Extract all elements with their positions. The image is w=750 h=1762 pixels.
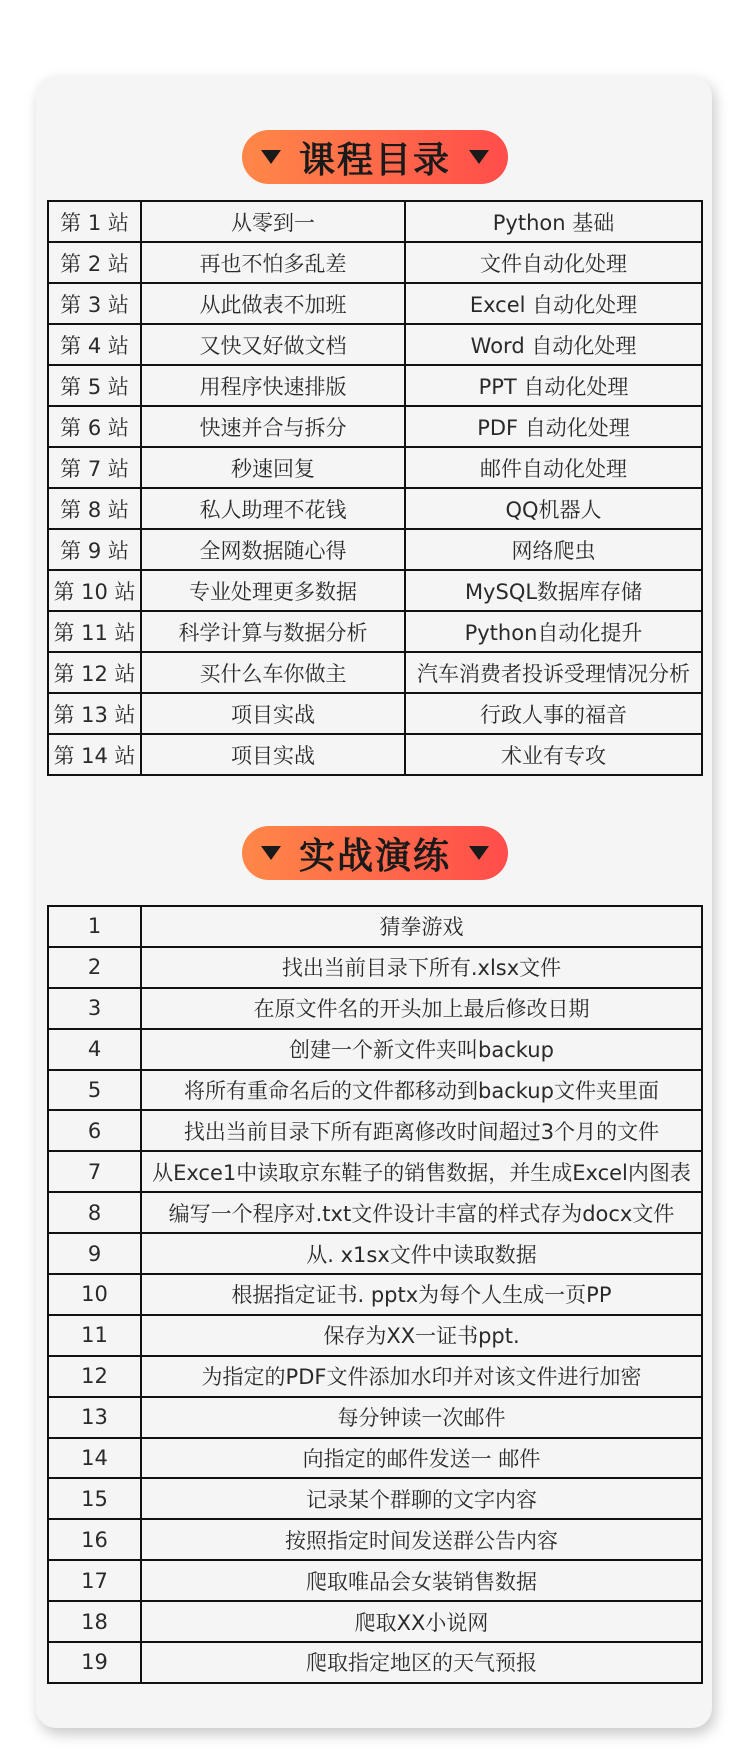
station-cell: 第 4 站 [48, 324, 141, 365]
task-cell: 爬取唯品会女装销售数据 [141, 1560, 702, 1601]
table-row [48, 488, 702, 529]
content-cell: PDF 自动化处理 [405, 406, 702, 447]
number-cell: 16 [48, 1519, 141, 1560]
station-cell: 第 7 站 [48, 447, 141, 488]
station-cell: 第 9 站 [48, 529, 141, 570]
table-row [48, 529, 702, 570]
topic-cell: 秒速回复 [141, 447, 405, 488]
number-cell: 17 [48, 1560, 141, 1601]
table-row [48, 1478, 702, 1519]
task-cell: 保存为XX一证书ppt. [141, 1315, 702, 1356]
table-row [48, 1560, 702, 1601]
table-row [48, 447, 702, 488]
station-cell: 第 11 站 [48, 611, 141, 652]
number-cell: 19 [48, 1642, 141, 1683]
number-cell: 15 [48, 1478, 141, 1519]
station-cell: 第 12 站 [48, 652, 141, 693]
table-row [48, 1601, 702, 1642]
table-row [48, 570, 702, 611]
topic-cell: 私人助理不花钱 [141, 488, 405, 529]
task-cell: 将所有重命名后的文件都移动到backup文件夹里面 [141, 1070, 702, 1111]
course-section-title: 课程目录 [298, 139, 451, 181]
number-cell: 11 [48, 1315, 141, 1356]
station-cell: 第 5 站 [48, 365, 141, 406]
course-table [47, 200, 703, 776]
topic-cell: 再也不怕多乱差 [141, 242, 405, 283]
table-row [48, 1233, 702, 1274]
task-cell: 猜拳游戏 [141, 906, 702, 947]
task-cell: 爬取XX小说网 [141, 1601, 702, 1642]
table-row [48, 652, 702, 693]
task-cell: 记录某个群聊的文字内容 [141, 1478, 702, 1519]
table-row [48, 1192, 702, 1233]
table-row [48, 611, 702, 652]
station-cell: 第 2 站 [48, 242, 141, 283]
table-row [48, 1356, 702, 1397]
number-cell: 10 [48, 1274, 141, 1315]
content-cell: Word 自动化处理 [405, 324, 702, 365]
station-cell: 第 8 站 [48, 488, 141, 529]
practice-section-header [242, 826, 508, 880]
number-cell: 4 [48, 1029, 141, 1070]
number-cell: 1 [48, 906, 141, 947]
task-cell: 编写一个程序对.txt文件设计丰富的样式存为docx文件 [141, 1192, 702, 1233]
topic-cell: 从此做表不加班 [141, 283, 405, 324]
task-cell: 从. x1sx文件中读取数据 [141, 1233, 702, 1274]
topic-cell: 项目实战 [141, 693, 405, 734]
table-row [48, 1110, 702, 1151]
task-cell: 向指定的邮件发送一 邮件 [141, 1438, 702, 1479]
triangle-down-icon [261, 150, 281, 164]
task-cell: 爬取指定地区的天气预报 [141, 1642, 702, 1683]
station-cell: 第 3 站 [48, 283, 141, 324]
table-row [48, 1315, 702, 1356]
content-cell: Excel 自动化处理 [405, 283, 702, 324]
table-row [48, 324, 702, 365]
number-cell: 18 [48, 1601, 141, 1642]
content-cell: 文件自动化处理 [405, 242, 702, 283]
content-cell: QQ机器人 [405, 488, 702, 529]
topic-cell: 项目实战 [141, 734, 405, 775]
task-cell: 按照指定时间发送群公告内容 [141, 1519, 702, 1560]
content-cell: 术业有专攻 [405, 734, 702, 775]
content-cell: MySQL数据库存储 [405, 570, 702, 611]
table-row [48, 1519, 702, 1560]
number-cell: 14 [48, 1438, 141, 1479]
task-cell: 为指定的PDF文件添加水印并对该文件进行加密 [141, 1356, 702, 1397]
practice-table [47, 905, 703, 1684]
station-cell: 第 13 站 [48, 693, 141, 734]
task-cell: 找出当前目录下所有距离修改时间超过3个月的文件 [141, 1110, 702, 1151]
content-cell: Python 基础 [405, 201, 702, 242]
table-row [48, 947, 702, 988]
triangle-down-icon [469, 150, 489, 164]
table-row [48, 1070, 702, 1111]
task-cell: 在原文件名的开头加上最后修改日期 [141, 988, 702, 1029]
table-row [48, 242, 702, 283]
station-cell: 第 10 站 [48, 570, 141, 611]
number-cell: 8 [48, 1192, 141, 1233]
task-cell: 从Exce1中读取京东鞋子的销售数据，并生成Excel内图表 [141, 1151, 702, 1192]
content-cell: 汽车消费者投诉受理情况分析 [405, 652, 702, 693]
task-cell: 根据指定证书. pptx为每个人生成一页PP [141, 1274, 702, 1315]
number-cell: 2 [48, 947, 141, 988]
table-row [48, 906, 702, 947]
number-cell: 7 [48, 1151, 141, 1192]
table-row [48, 988, 702, 1029]
table-row [48, 406, 702, 447]
number-cell: 3 [48, 988, 141, 1029]
topic-cell: 快速并合与拆分 [141, 406, 405, 447]
topic-cell: 从零到一 [141, 201, 405, 242]
topic-cell: 专业处理更多数据 [141, 570, 405, 611]
table-row [48, 1438, 702, 1479]
table-row [48, 201, 702, 242]
table-row [48, 1397, 702, 1438]
task-cell: 创建一个新文件夹叫backup [141, 1029, 702, 1070]
number-cell: 12 [48, 1356, 141, 1397]
triangle-down-icon [469, 846, 489, 860]
task-cell: 找出当前目录下所有.xlsx文件 [141, 947, 702, 988]
station-cell: 第 1 站 [48, 201, 141, 242]
content-cell: PPT 自动化处理 [405, 365, 702, 406]
content-cell: Python自动化提升 [405, 611, 702, 652]
number-cell: 5 [48, 1070, 141, 1111]
content-cell: 邮件自动化处理 [405, 447, 702, 488]
table-row [48, 365, 702, 406]
task-cell: 每分钟读一次邮件 [141, 1397, 702, 1438]
table-row [48, 1274, 702, 1315]
course-section-header [242, 130, 508, 184]
table-row [48, 1642, 702, 1683]
number-cell: 9 [48, 1233, 141, 1274]
practice-section-title: 实战演练 [298, 835, 451, 877]
topic-cell: 又快又好做文档 [141, 324, 405, 365]
triangle-down-icon [261, 846, 281, 860]
table-row [48, 283, 702, 324]
station-cell: 第 14 站 [48, 734, 141, 775]
topic-cell: 买什么车你做主 [141, 652, 405, 693]
topic-cell: 全网数据随心得 [141, 529, 405, 570]
table-row [48, 734, 702, 775]
station-cell: 第 6 站 [48, 406, 141, 447]
content-cell: 行政人事的福音 [405, 693, 702, 734]
topic-cell: 用程序快速排版 [141, 365, 405, 406]
number-cell: 6 [48, 1110, 141, 1151]
table-row [48, 693, 702, 734]
content-cell: 网络爬虫 [405, 529, 702, 570]
table-row [48, 1029, 702, 1070]
topic-cell: 科学计算与数据分析 [141, 611, 405, 652]
table-row [48, 1151, 702, 1192]
number-cell: 13 [48, 1397, 141, 1438]
